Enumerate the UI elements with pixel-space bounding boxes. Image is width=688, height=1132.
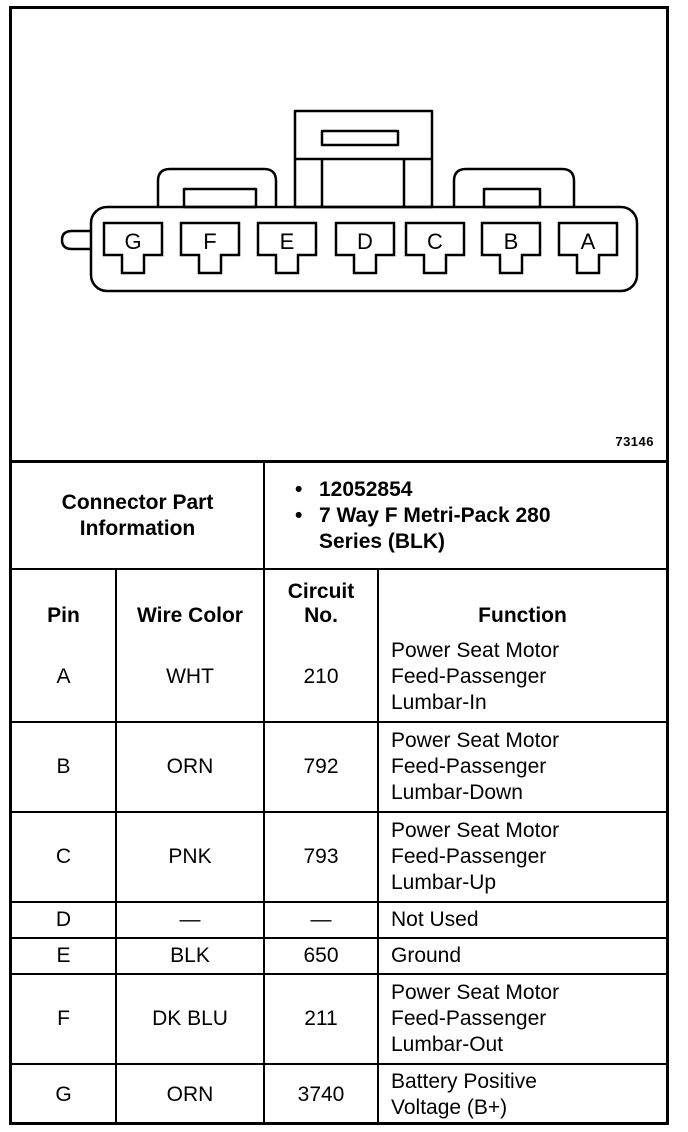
function-cell: Not Used <box>378 902 666 938</box>
pin-cavity-g <box>104 223 162 273</box>
table-row <box>12 812 666 902</box>
table-header <box>12 569 666 632</box>
table-row <box>12 938 666 974</box>
connector-diagram <box>12 9 666 463</box>
connector-face-drawing <box>12 9 666 460</box>
figure-number: 73146 <box>615 434 654 449</box>
pin-cell: C <box>12 812 116 902</box>
header-function: Function <box>378 569 666 632</box>
pin-label: G <box>124 229 142 254</box>
pin-label: A <box>580 229 596 254</box>
pin-label: D <box>357 229 373 254</box>
part-number: • 12052854 <box>295 477 666 503</box>
wire-color-cell: DK BLU <box>116 974 264 1064</box>
function-cell: Battery Positive Voltage (B+) <box>378 1064 666 1124</box>
pin-cell: A <box>12 632 116 722</box>
function-cell: Ground <box>378 938 666 974</box>
wire-color-cell: ORN <box>116 722 264 812</box>
pin-cavity-e <box>258 223 316 273</box>
table-row <box>12 632 666 722</box>
wire-color-cell: ORN <box>116 1064 264 1124</box>
pin-label: B <box>503 229 519 254</box>
header-pin: Pin <box>12 569 116 632</box>
wire-color-cell: PNK <box>116 812 264 902</box>
circuit-cell: 211 <box>264 974 378 1064</box>
pin-cell: F <box>12 974 116 1064</box>
side-key <box>62 231 91 249</box>
circuit-cell: 792 <box>264 722 378 812</box>
table-row <box>12 722 666 812</box>
circuit-cell: 793 <box>264 812 378 902</box>
function-cell: Power Seat Motor Feed-Passenger Lumbar-Up <box>378 812 666 902</box>
pin-cavity-f <box>181 223 239 273</box>
circuit-cell: 210 <box>264 632 378 722</box>
wire-color-cell: BLK <box>116 938 264 974</box>
circuit-cell: 3740 <box>264 1064 378 1124</box>
connector-table <box>12 463 666 1124</box>
pin-cavity-c <box>406 223 464 273</box>
circuit-cell: 650 <box>264 938 378 974</box>
pin-label: C <box>427 229 443 254</box>
pin-cell: E <box>12 938 116 974</box>
pin-cell: B <box>12 722 116 812</box>
connector-description: • 7 Way F Metri-Pack 280 Series (BLK) <box>295 503 666 555</box>
table-row <box>12 974 666 1064</box>
function-cell: Power Seat Motor Feed-Passenger Lumbar-In <box>378 632 666 722</box>
table-row <box>12 902 666 938</box>
part-info-values <box>264 463 666 569</box>
pin-cavity-b <box>482 223 540 273</box>
wire-color-cell: WHT <box>116 632 264 722</box>
header-wire-color: Wire Color <box>116 569 264 632</box>
wire-color-cell: — <box>116 902 264 938</box>
pin-cavity-d <box>336 223 394 273</box>
part-info-label: Connector Part Information <box>12 463 264 569</box>
part-info-row <box>12 463 666 569</box>
function-cell: Power Seat Motor Feed-Passenger Lumbar-Out <box>378 974 666 1064</box>
header-circuit: Circuit No. <box>264 569 378 632</box>
function-cell: Power Seat Motor Feed-Passenger Lumbar-Down <box>378 722 666 812</box>
pin-cell: G <box>12 1064 116 1124</box>
connector-info-frame <box>9 6 669 1125</box>
pin-label: F <box>203 229 217 254</box>
table-row <box>12 1064 666 1124</box>
pin-label: E <box>279 229 295 254</box>
pin-cell: D <box>12 902 116 938</box>
pin-cavities <box>104 223 617 273</box>
pin-cavity-a <box>559 223 617 273</box>
circuit-cell: — <box>264 902 378 938</box>
